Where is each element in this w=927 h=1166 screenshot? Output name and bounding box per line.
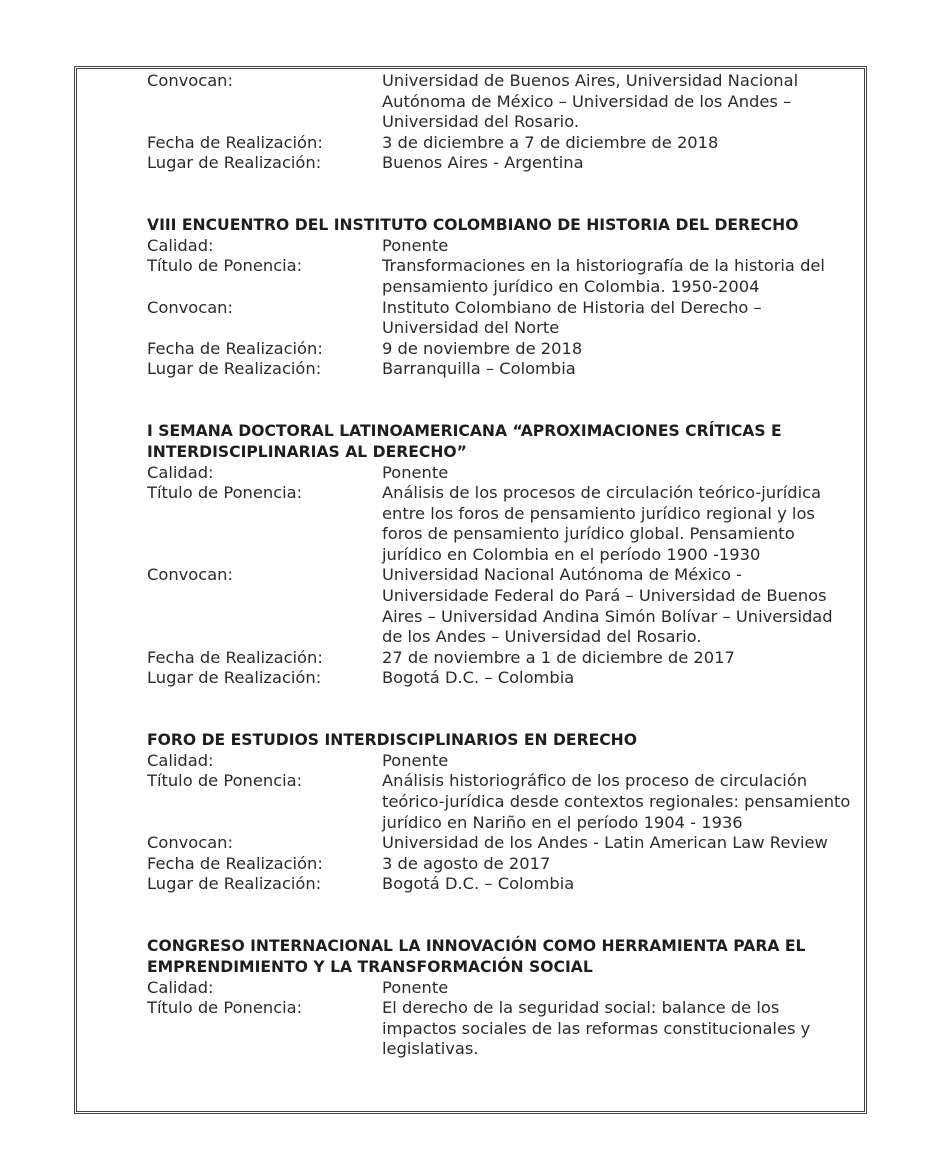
field-value: Instituto Colombiano de Historia del Derecho – Universidad del Norte <box>382 297 762 338</box>
field-value: Buenos Aires - Argentina <box>382 153 584 173</box>
section-spacer <box>147 895 852 936</box>
field-label: Fecha de Realización: <box>147 853 323 873</box>
field-row <box>147 648 852 669</box>
field-label: Fecha de Realización: <box>147 338 323 358</box>
field-row <box>147 133 852 154</box>
field-value: Ponente <box>382 977 449 997</box>
field-label: Título de Ponencia: <box>147 771 303 791</box>
field-value: 9 de noviembre de 2018 <box>382 338 583 358</box>
field-value: Ponente <box>382 462 449 482</box>
field-value: Universidad Nacional Autónoma de México - Universidade Federal do Pará – Universidad de Buenos Aires – Universidad Andina Simón Bolívar – Universidad de los Andes – Universidad del Rosario. <box>382 565 833 647</box>
field-value: Bogotá D.C. – Colombia <box>382 874 575 894</box>
entry-title: VIII ENCUENTRO DEL INSTITUTO COLOMBIANO DE HISTORIA DEL DERECHO <box>147 215 799 234</box>
field-label: Calidad: <box>147 977 214 997</box>
field-label: Lugar de Realización: <box>147 874 322 894</box>
field-row <box>147 359 852 380</box>
field-label: Convocan: <box>147 71 233 90</box>
field-row <box>147 998 852 1060</box>
field-row <box>147 256 852 297</box>
document-body <box>147 71 852 1060</box>
field-value: 27 de noviembre a 1 de diciembre de 2017 <box>382 647 735 667</box>
entry <box>147 936 852 1060</box>
field-value: 3 de agosto de 2017 <box>382 853 551 873</box>
entry-title: I SEMANA DOCTORAL LATINOAMERICANA “APROXIMACIONES CRÍTICAS E INTERDISCIPLINARIAS AL DERECHO” <box>147 421 782 461</box>
field-row <box>147 668 852 689</box>
field-label: Título de Ponencia: <box>147 483 303 503</box>
field-value: Análisis de los procesos de circulación teórico-jurídica entre los foros de pensamiento jurídico regional y los foros de pensamiento jurídico global. Pensamiento jurídico en Colombia en el período 1900 -1930 <box>382 483 822 564</box>
field-value: Transformaciones en la historiografía de la historia del pensamiento jurídico en Colombia. 1950-2004 <box>382 256 825 296</box>
field-value: Universidad de Buenos Aires, Universidad Nacional Autónoma de México – Universidad de los Andes – Universidad del Rosario. <box>382 71 799 132</box>
field-row <box>147 771 852 833</box>
section-spacer <box>147 380 852 421</box>
field-value: El derecho de la seguridad social: balance de los impactos sociales de las reformas constitucionales y legislativas. <box>382 998 811 1059</box>
field-row <box>147 751 852 772</box>
field-label: Calidad: <box>147 462 214 482</box>
field-row <box>147 463 852 484</box>
field-row <box>147 153 852 174</box>
entry-title: FORO DE ESTUDIOS INTERDISCIPLINARIOS EN DERECHO <box>147 731 637 750</box>
field-row <box>147 565 852 647</box>
field-label: Fecha de Realización: <box>147 132 323 152</box>
field-label: Lugar de Realización: <box>147 668 322 688</box>
field-label: Lugar de Realización: <box>147 153 322 173</box>
entry <box>147 421 852 689</box>
field-row <box>147 483 852 565</box>
field-row <box>147 298 852 339</box>
field-label: Convocan: <box>147 833 233 853</box>
entry-continued <box>147 71 852 174</box>
field-label: Convocan: <box>147 297 233 317</box>
entry <box>147 215 852 380</box>
field-value: Ponente <box>382 235 449 255</box>
field-row <box>147 71 852 133</box>
field-value: Universidad de los Andes - Latin American Law Review <box>382 833 828 853</box>
field-row <box>147 236 852 257</box>
field-value: 3 de diciembre a 7 de diciembre de 2018 <box>382 132 719 152</box>
field-label: Fecha de Realización: <box>147 647 323 667</box>
field-label: Calidad: <box>147 235 214 255</box>
field-row <box>147 339 852 360</box>
field-value: Bogotá D.C. – Colombia <box>382 668 575 688</box>
field-value: Análisis historiográfico de los proceso de circulación teórico-jurídica desde contextos regionales: pensamiento jurídico en Nariño en el período 1904 - 1936 <box>382 771 851 832</box>
field-label: Título de Ponencia: <box>147 998 303 1018</box>
field-row <box>147 854 852 875</box>
field-value: Barranquilla – Colombia <box>382 359 576 379</box>
section-spacer <box>147 174 852 215</box>
field-value: Ponente <box>382 750 449 770</box>
field-row <box>147 874 852 895</box>
field-label: Lugar de Realización: <box>147 359 322 379</box>
field-row <box>147 978 852 999</box>
field-label: Convocan: <box>147 565 233 585</box>
entry-title: CONGRESO INTERNACIONAL LA INNOVACIÓN COMO HERRAMIENTA PARA EL EMPRENDIMIENTO Y LA TRANSFORMACIÓN SOCIAL <box>147 937 806 976</box>
field-label: Calidad: <box>147 750 214 770</box>
entry <box>147 730 852 895</box>
section-spacer <box>147 689 852 730</box>
field-label: Título de Ponencia: <box>147 256 303 276</box>
field-row <box>147 833 852 854</box>
